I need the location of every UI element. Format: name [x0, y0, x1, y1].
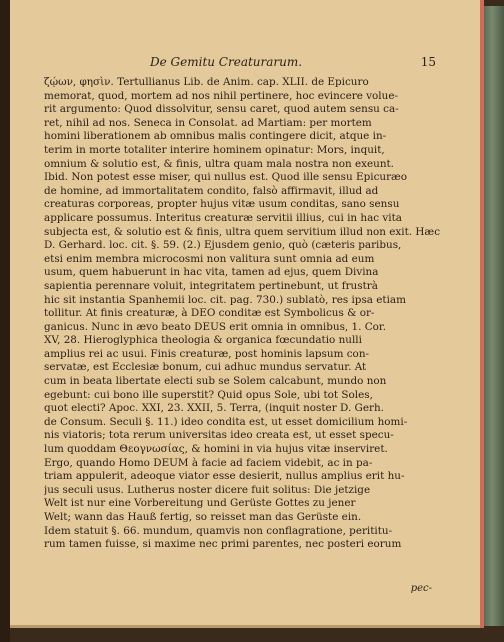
text-line: etsi enim membra microcosmi non valitura sunt omnia ad eum	[44, 252, 375, 265]
text-line: de Consum. Seculi §. 11.) ideo condita est, ut esset domicilium homi-	[44, 415, 408, 428]
text-line: servatæ, est Ecclesiæ bonum, cui adhuc mundus servatur. At	[44, 361, 367, 374]
text-line: Ergo, quando Homo DEUM à facie ad faciem videbit, ac in pa-	[44, 456, 373, 469]
text-line: subjecta est, & solutio est & finis, ultra quem servitium illud non exit. Hæc	[44, 225, 441, 238]
book-page	[10, 0, 484, 628]
text-line: Idem statuit §. 66. mundum, quamvis non conflagratione, perititu-	[44, 524, 393, 537]
text-line: Welt ist nur eine Vorbereitung und Gerüste Gottes zu jener	[44, 497, 356, 510]
text-line: de homine, ad immortalitatem condito, falsò affirmavit, illud ad	[44, 184, 379, 197]
book-spine	[0, 0, 10, 642]
text-line: homini liberationem ab omnibus malis contingere dicit, atque in-	[44, 130, 387, 143]
text-line: rit argumento: Quod dissolvitur, sensu caret, quod autem sensu ca-	[44, 103, 399, 116]
text-line: omnium & solutio est, & finis, ultra quam mala nostra non exeunt.	[44, 157, 394, 170]
text-line: usum, quem habuerunt in hac vita, tamen ad ejus, quem Divina	[44, 266, 379, 279]
text-line: lum quoddam Θεογνωσίας, & homini in via hujus vitæ inserviret.	[44, 443, 388, 456]
text-line: Ibid. Non potest esse miser, qui nullus est. Quod ille sensu Epicuræo	[44, 171, 408, 184]
text-line: terim in morte totaliter interire hominem opinatur: Mors, inquit,	[44, 143, 385, 156]
body-text	[44, 76, 452, 552]
text-line: creaturas corporeas, propter hujus vitæ usum conditas, sano sensu	[44, 198, 400, 211]
running-header	[150, 55, 450, 69]
text-line: tollitur. At finis creaturæ, à DEO conditæ est Symbolicus & or-	[44, 307, 375, 320]
text-line: ζῴων, φησὶν. Tertullianus Lib. de Anim. cap. XLII. de Epicuro	[44, 76, 369, 88]
text-line: rum tamen fuisse, si maxime nec primi parentes, nec posteri eorum	[44, 538, 402, 551]
text-line: cum in beata libertate electi sub se Solem calcabunt, mundo non	[44, 375, 387, 388]
running-title: De Gemitu Creaturarum.	[150, 55, 303, 69]
book-binding	[484, 6, 504, 626]
text-line: XV, 28. Hieroglyphica theologia & organica fœcundatio nulli	[44, 334, 362, 347]
text-line: hic sit instantia Spanhemii loc. cit. pag. 730.) sublatò, res ipsa etiam	[44, 293, 406, 306]
text-line: memorat, quod, mortem ad nos nihil pertinere, hoc evincere volue-	[44, 89, 398, 102]
text-line: ret, nihil ad nos. Seneca in Consolat. ad Martiam: per mortem	[44, 116, 372, 129]
text-line: applicare possumus. Interitus creaturæ servitii illius, cui in hac vita	[44, 211, 402, 224]
text-line: ganicus. Nunc in ævo beato DEUS erit omnia in omnibus, 1. Cor.	[44, 320, 387, 333]
text-line: D. Gerhard. loc. cit. §. 59. (2.) Ejusdem genio, quò (cæteris paribus,	[44, 239, 402, 252]
text-line: quot electi? Apoc. XXI, 23. XXII, 5. Terra, (inquit noster D. Gerh.	[44, 402, 384, 415]
text-line: triam appulerit, adeoque viator esse desierit, nullus amplius erit hu-	[44, 470, 405, 483]
text-line: Welt; wann das Hauß fertig, so reisset man das Gerüste ein.	[44, 511, 362, 523]
text-line: nis viatoris; tota rerum universitas ideo creata est, ut esset specu-	[44, 429, 394, 442]
text-line: amplius rei ac usui. Finis creaturæ, post hominis lapsum con-	[44, 347, 370, 360]
text-line: sapientia perennare voluit, integritatem pertinebunt, ut frustrà	[44, 279, 378, 292]
page-number: 15	[420, 55, 436, 69]
text-line: egebunt: cui bono ille superstit? Quid opus Sole, ubi tot Soles,	[44, 388, 373, 401]
catchword: pec-	[410, 583, 432, 594]
text-line: jus seculi usus. Lutherus noster dicere fuit solitus: Die jetzige	[44, 483, 371, 496]
